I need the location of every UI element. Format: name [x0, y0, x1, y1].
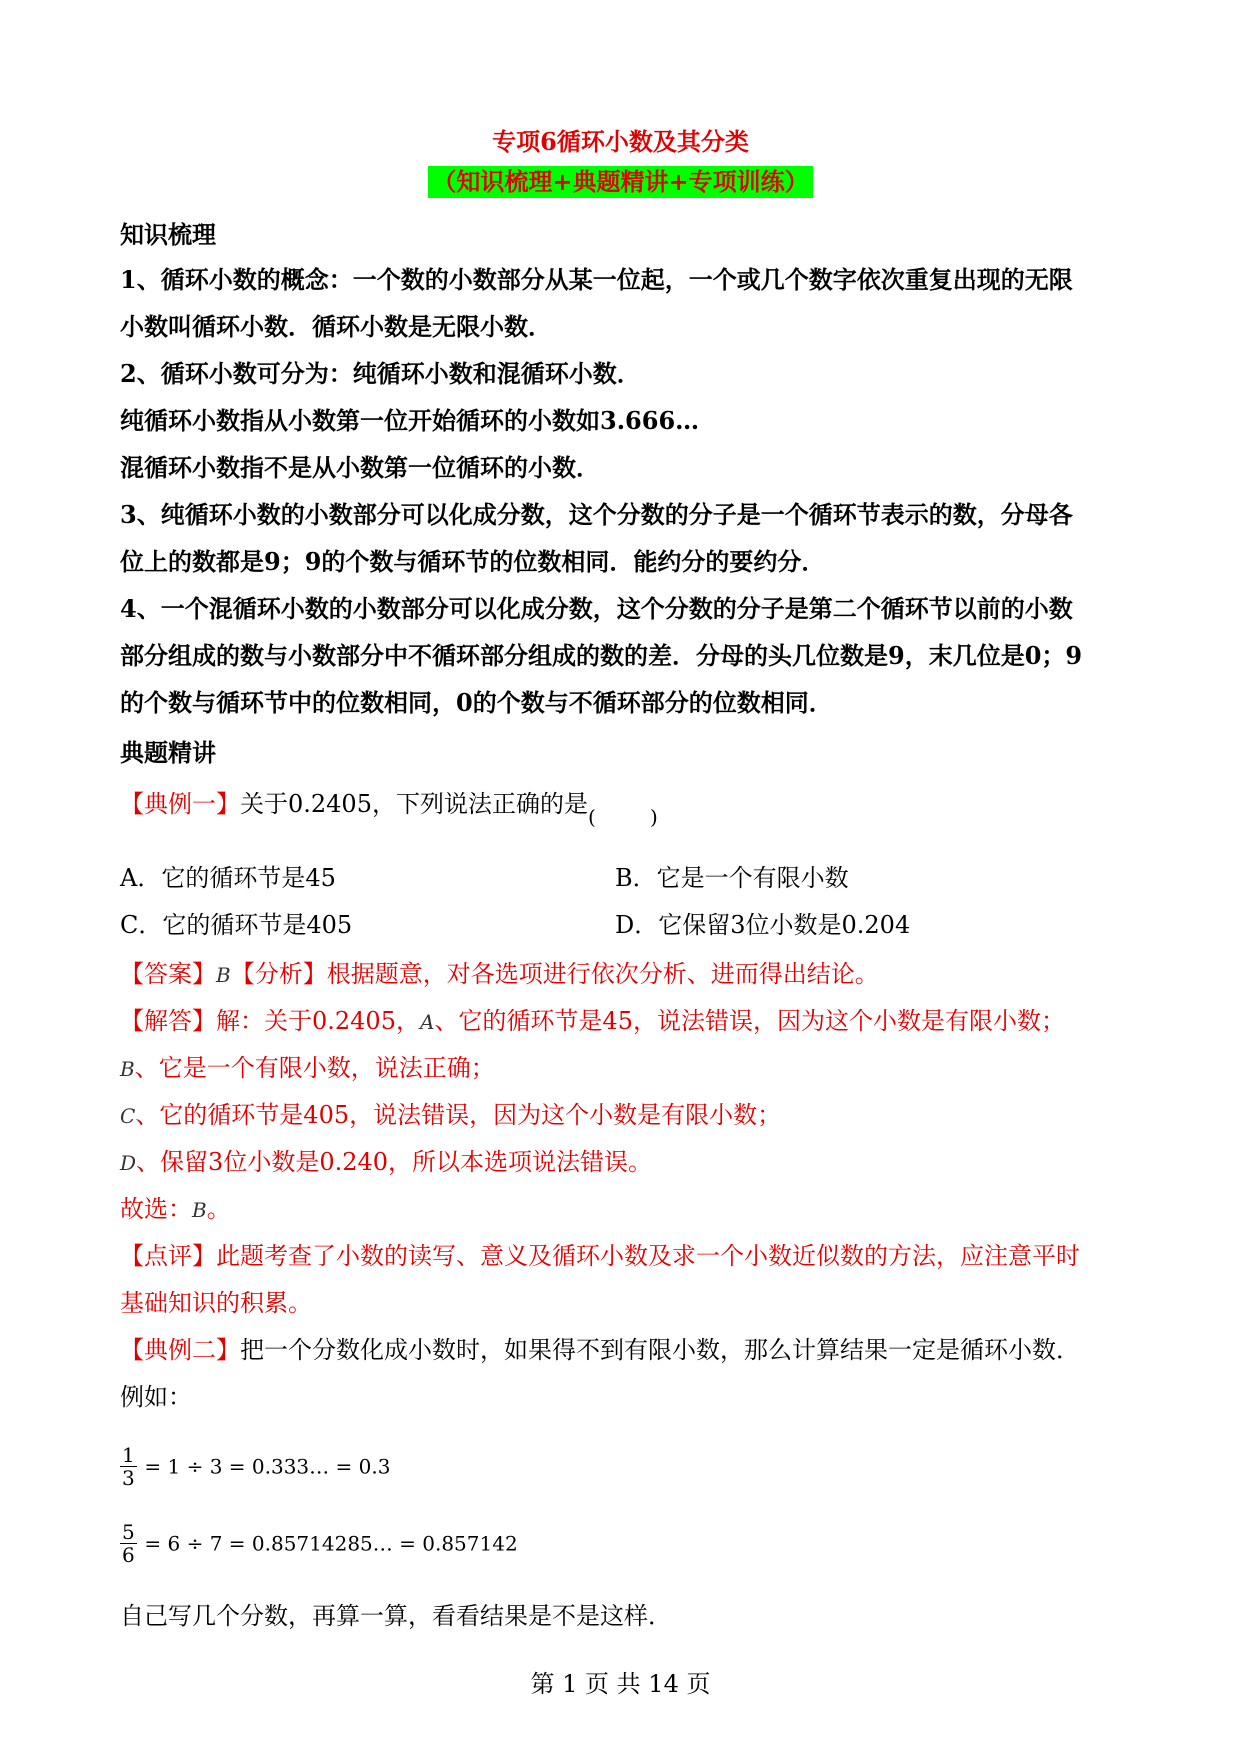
- solution-c-letter: C: [120, 1104, 136, 1128]
- fraction-1: [120, 1444, 137, 1489]
- page-footer: 第 1 页 共 14 页: [530, 1670, 711, 1698]
- example1-solution-c: [120, 1100, 781, 1131]
- solution-d-text: 、保留3位小数是0.240，所以本选项说法错误。: [136, 1148, 653, 1176]
- solution-a-letter: A: [419, 1010, 435, 1034]
- solution-c-text: 、它的循环节是405，说法错误，因为这个小数是有限小数；: [135, 1101, 782, 1129]
- example1-answer: [120, 959, 879, 990]
- knowledge-p2-line2: 纯循环小数指从小数第一位开始循环的小数如3.666…: [120, 406, 700, 435]
- solution-b-text: 、它是一个有限小数，说法正确；: [134, 1054, 495, 1082]
- knowledge-p2-line1: 2、循环小数可分为：纯循环小数和混循环小数．: [120, 359, 641, 388]
- choose-prefix: 故选：: [120, 1195, 192, 1223]
- example2-question: [120, 1335, 1080, 1365]
- solution-intro: 解：关于0.2405，: [216, 1007, 420, 1035]
- page-subtitle: （知识梳理+典题精讲+专项训练）: [428, 166, 812, 198]
- knowledge-p1-line1: 1、循环小数的概念：一个数的小数部分从某一位起，一个或几个数字依次重复出现的无限: [120, 265, 1073, 294]
- example2-tag: 【典例二】: [120, 1336, 240, 1364]
- analysis-tag: 【分析】: [230, 960, 327, 988]
- solution-a-text: 、它的循环节是45，说法错误，因为这个小数是有限小数；: [434, 1007, 1065, 1035]
- solution-tag: 【解答】: [120, 1007, 216, 1035]
- equation-1: [120, 1444, 390, 1489]
- example2-closing: 自己写几个分数，再算一算，看看结果是不是这样．: [120, 1602, 672, 1630]
- equation-2-rest: = 6 ÷ 7 = 0.85714285… = 0.857142: [144, 1531, 518, 1556]
- fraction-2-denominator: 6: [122, 1543, 135, 1567]
- solution-b-letter: B: [120, 1057, 135, 1081]
- example1-solution-b: [120, 1053, 495, 1084]
- answer-letter: B: [216, 963, 231, 987]
- example1-solution-line1: [120, 1006, 1065, 1037]
- example1-comment-line2: 基础知识的积累。: [120, 1289, 312, 1317]
- knowledge-p4-line1: 4、一个混循环小数的小数部分可以化成分数，这个分数的分子是第二个循环节以前的小数: [120, 594, 1073, 623]
- option-c: C．它的循环节是405: [120, 911, 353, 939]
- example2-intro: 例如：: [120, 1383, 192, 1411]
- example1-solution-d: [120, 1147, 652, 1178]
- knowledge-p4-line2: 部分组成的数与小数部分中不循环部分组成的数的差．分母的头几位数是9，末几位是0；9: [120, 641, 1083, 670]
- paren-close: ): [649, 805, 658, 829]
- example1-tag: 【典例一】: [120, 790, 240, 818]
- knowledge-p4-line3: 的个数与循环节中的位数相同，0的个数与不循环部分的位数相同．: [120, 688, 833, 717]
- option-d: D．它保留3位小数是0.204: [615, 911, 911, 939]
- answer-tag: 【答案】: [120, 960, 216, 988]
- fraction-1-denominator: 3: [122, 1466, 135, 1490]
- fraction-1-numerator: 1: [122, 1443, 135, 1467]
- example1-comment-line1: [120, 1241, 1080, 1271]
- knowledge-p3-line2: 位上的数都是9；9的个数与循环节的位数相同．能约分的要约分．: [120, 547, 826, 576]
- page-title: 专项6循环小数及其分类: [492, 127, 749, 156]
- equation-2: [120, 1521, 518, 1566]
- example1-choose: [120, 1194, 231, 1225]
- paren-open: (: [587, 805, 596, 829]
- subtitle-wrap: [0, 166, 1241, 198]
- section-heading-examples: 典题精讲: [120, 738, 216, 767]
- example1-question: [120, 789, 658, 829]
- choose-suffix: 。: [206, 1195, 231, 1223]
- choose-letter: B: [192, 1198, 207, 1222]
- fraction-2-numerator: 5: [122, 1520, 135, 1544]
- equation-1-rest: = 1 ÷ 3 = 0.333… = 0.3: [144, 1454, 391, 1479]
- comment-tag: 【点评】: [120, 1242, 216, 1270]
- analysis-text: 根据题意，对各选项进行依次分析、进而得出结论。: [326, 960, 879, 988]
- option-a: A．它的循环节是45: [120, 864, 336, 892]
- knowledge-p3-line1: 3、纯循环小数的小数部分可以化成分数，这个分数的分子是一个循环节表示的数，分母各: [120, 500, 1073, 529]
- knowledge-p2-line3: 混循环小数指不是从小数第一位循环的小数．: [120, 453, 600, 482]
- knowledge-p1-line2: 小数叫循环小数．循环小数是无限小数．: [120, 312, 552, 341]
- option-b: B．它是一个有限小数: [615, 864, 849, 892]
- solution-d-letter: D: [120, 1151, 137, 1175]
- section-heading-knowledge: 知识梳理: [120, 220, 216, 249]
- example2-text: 把一个分数化成小数时，如果得不到有限小数，那么计算结果一定是循环小数．: [240, 1336, 1080, 1364]
- comment-text: 此题考查了小数的读写、意义及循环小数及求一个小数近似数的方法，应注意平时: [216, 1242, 1080, 1270]
- fraction-2: [120, 1521, 137, 1566]
- example1-question-text: 关于0.2405，下列说法正确的是: [240, 790, 588, 818]
